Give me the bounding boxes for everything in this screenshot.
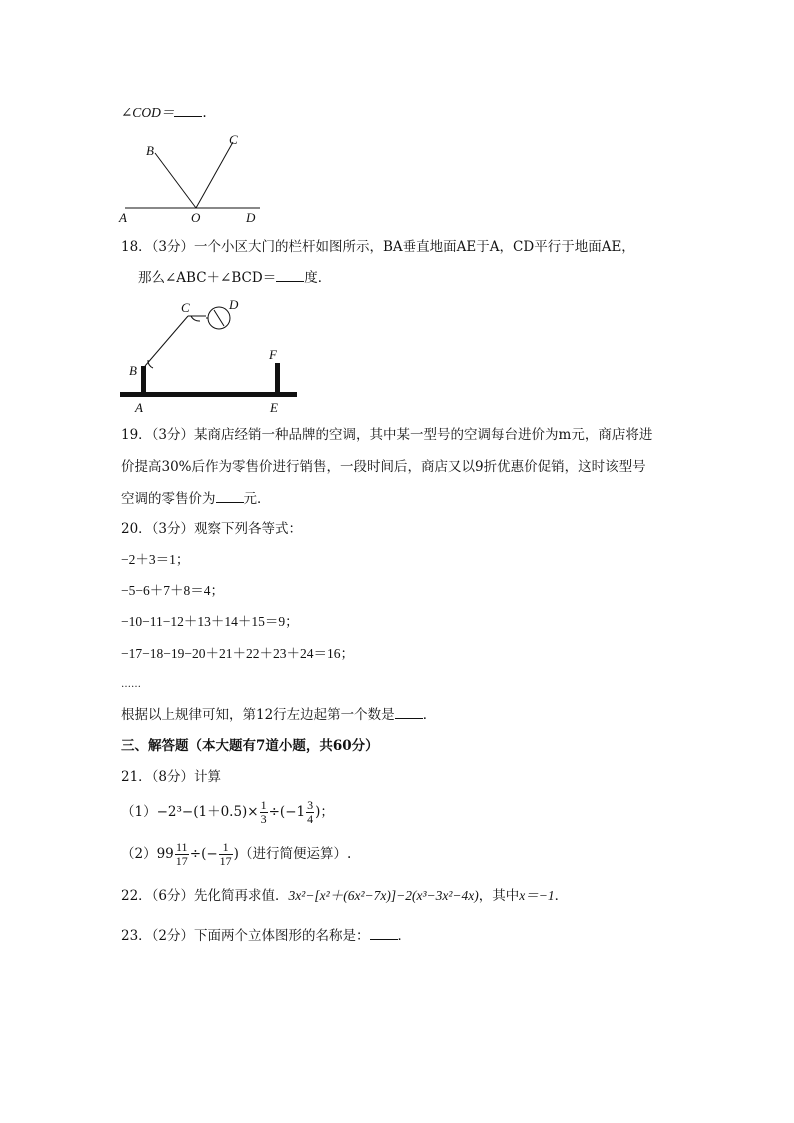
label-c: C	[229, 132, 238, 147]
q21-part1	[121, 799, 334, 826]
period: ．	[397, 928, 412, 944]
q19-text: 空调的零售价为	[121, 491, 216, 507]
label-e: E	[270, 400, 278, 415]
q19-unit: 元．	[243, 491, 271, 507]
label-a: A	[119, 210, 127, 225]
q20-eq2: −5−6＋7＋8＝4；	[121, 583, 224, 598]
q22-expression: 3x²−[x²＋(6x²−7x)]−2(x³−3x²−4x)	[288, 888, 479, 903]
q18-line1: 18．（3分）一个小区大门的栏杆如图所示，BA垂直地面AE于A，CD平行于地面AE，	[121, 239, 635, 255]
denominator: 4	[307, 812, 314, 826]
period: ．	[422, 707, 437, 723]
q20-eq1: −2＋3＝1；	[121, 552, 190, 567]
answer-blank	[395, 706, 423, 719]
q18-barrier-figure	[115, 296, 305, 418]
answer-blank	[216, 490, 244, 503]
q20-title: 20．（3分）观察下列各等式：	[121, 521, 303, 537]
q22-text: 22．（6分）先化简再求值．	[121, 888, 289, 904]
numerator: 1	[260, 798, 267, 812]
q20-question	[121, 705, 436, 725]
q22-condition: x＝−1	[519, 888, 555, 903]
label-b: B	[129, 363, 137, 378]
q21-p2-expr2: ÷(−	[189, 846, 218, 862]
q19-line2: 价提高30%后作为零售价进行销售，一段时间后，商店又以9折优惠价促销，这时该型号	[121, 459, 646, 475]
q17-angle-figure	[115, 128, 275, 228]
q20-ellipsis: ……	[121, 679, 141, 690]
label-c: C	[181, 300, 190, 315]
q20-eq3: −10−11−12＋13＋14＋15＝9；	[121, 614, 299, 629]
q18-unit: 度．	[304, 270, 332, 286]
q20-text: 根据以上规律可知，第12行左边起第一个数是	[121, 707, 395, 723]
q22-line	[121, 886, 568, 906]
q23-text: 23．（2分）下面两个立体图形的名称是：	[121, 928, 370, 944]
q21-part2	[121, 841, 351, 868]
period: .	[202, 105, 207, 121]
q21-p2-expr: （2）99	[121, 846, 174, 862]
numerator: 3	[307, 798, 314, 812]
fraction	[306, 799, 314, 826]
q21-p2-end: )（进行简便运算）.	[233, 846, 352, 862]
denominator: 17	[175, 854, 188, 868]
q21-p1-expr2: ÷(−1	[268, 804, 306, 820]
q23-line	[121, 926, 411, 946]
label-o: O	[191, 210, 201, 225]
label-d: D	[246, 210, 256, 225]
q22-text2: ，其中	[478, 888, 520, 904]
numerator: 1	[219, 841, 233, 855]
answer-blank	[276, 269, 304, 282]
q19-line3	[121, 489, 271, 509]
fraction	[219, 841, 233, 868]
answer-blank	[174, 104, 202, 117]
period: ．	[554, 888, 569, 904]
label-d: D	[229, 297, 239, 312]
label-b: B	[146, 143, 154, 158]
q21-p1-expr: （1）−2³−(1＋0.5)×	[121, 804, 259, 820]
numerator: 11	[176, 840, 188, 854]
fraction	[175, 841, 189, 868]
answer-blank	[370, 927, 398, 940]
q20-eq4: −17−18−19−20＋21＋22＋23＋24＝16；	[121, 646, 354, 661]
q21-p1-end: )；	[315, 804, 334, 820]
denominator: 17	[219, 854, 232, 868]
q17-angle-text: ∠COD＝	[121, 105, 175, 120]
q18-expression: 那么∠ABC＋∠BCD＝	[138, 270, 277, 286]
label-a: A	[135, 400, 143, 415]
q18-line2	[138, 268, 331, 288]
fraction	[260, 799, 268, 826]
denominator: 3	[260, 812, 267, 826]
q21-title: 21．（8分）计算	[121, 769, 222, 785]
section-heading: 三、解答题（本大题有7道小题，共60分）	[121, 738, 379, 754]
label-f: F	[269, 347, 277, 362]
q17-answer-line	[121, 103, 207, 123]
q19-line1: 19．（3分）某商店经销一种品牌的空调，其中某一型号的空调每台进价为m元，商店将进	[121, 427, 653, 443]
